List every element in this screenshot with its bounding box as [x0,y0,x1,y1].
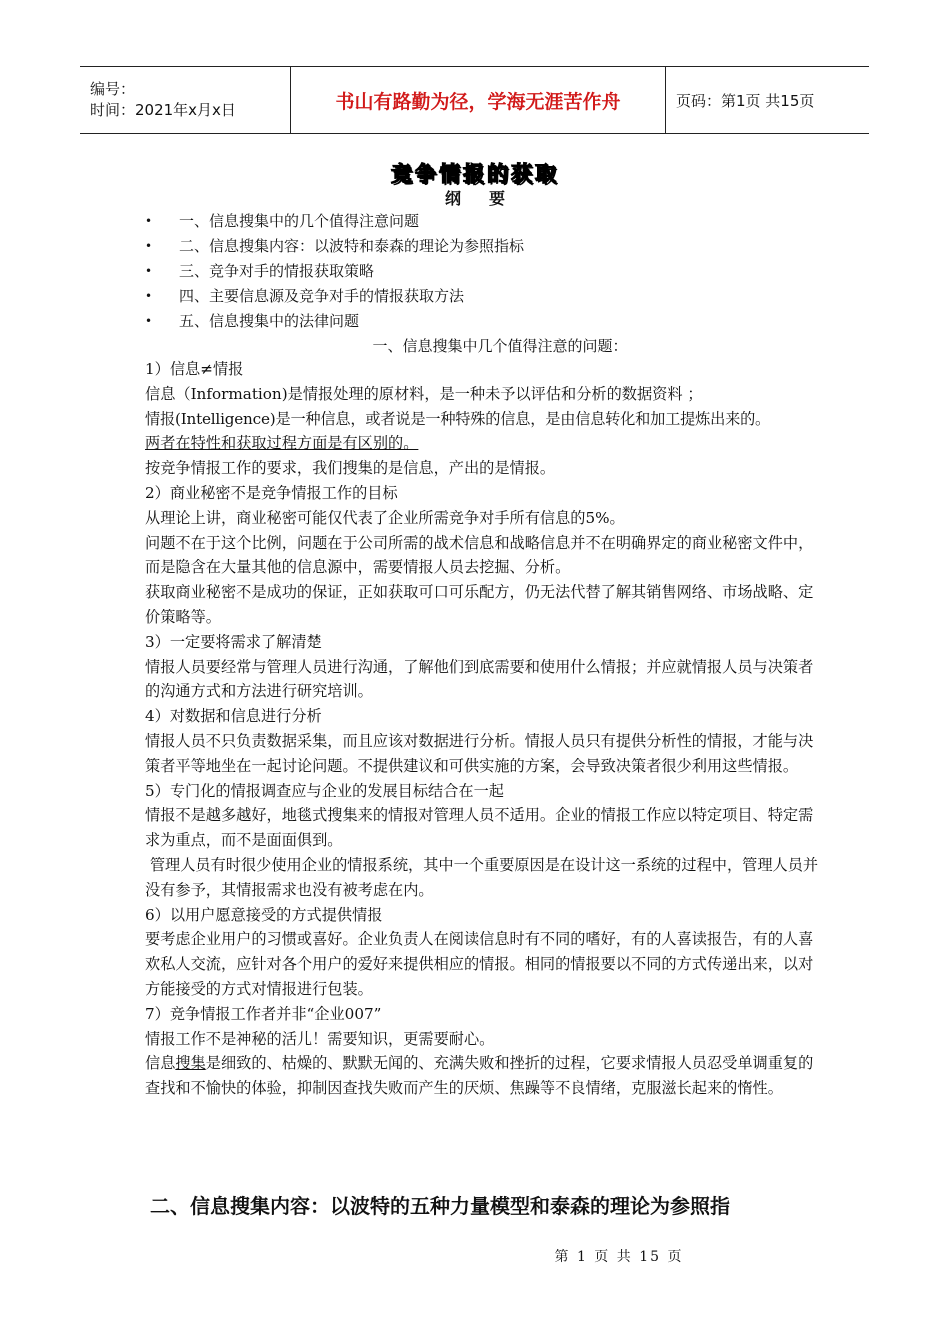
paragraph: 信息搜集是细致的、枯燥的、默默无闻的、充满失败和挫折的过程，它要求情报人员忍受单调重复的查找和不愉快的体验，抑制因查找失败而产生的厌烦、焦躁等不良情绪，克服滋长起来的惰性。 [145,1054,814,1098]
header-table [80,66,869,134]
page-footer: 第 1 页 共 15 页 [554,1249,684,1265]
paragraph: 情报工作不是神秘的活儿！需要知识，更需要耐心。 [145,1029,495,1048]
outline-title: 纲要 [444,189,533,208]
bullet-icon: • [145,289,153,303]
paragraph: 管理人员有时很少使用企业的情报系统，其中一个重要原因是在设计这一系统的过程中，管理人员并没有参予，其情报需求也没有被考虑在内。 [145,855,819,899]
paragraph: 信息（Information)是情报处理的原材料，是一种未予以评估和分析的数据资料 ； [145,384,703,403]
subheading: 3）一定要将需求了解清楚 [145,632,322,651]
paragraph: 获取商业秘密不是成功的保证，正如获取可口可乐配方，仍无法代替了解其销售网络、市场战略、定价策略等。 [145,583,814,626]
number-label: 编号： [90,80,136,98]
outline-item: • 五、信息搜集中的法律问题 [145,309,524,334]
subheading: 5）专门化的情报调查应与企业的发展目标结合在一起 [145,781,504,800]
outline-item: • 三、竞争对手的情报获取策略 [145,259,524,284]
bullet-icon: • [145,314,153,328]
subheading: 4）对数据和信息进行分析 [145,707,322,726]
bullet-icon: • [145,264,153,278]
paragraph: 情报人员不只负责数据采集，而且应该对数据进行分析。情报人员只有提供分析性的情报，才能与决策者平等地坐在一起讨论问题。不提供建议和可供实施的方案，会导致决策者很少利用这些情报。 [145,731,814,775]
outline-item: • 一、信息搜集中的几个值得注意问题 [145,209,524,234]
subheading: 2）商业秘密不是竞争情报工作的目标 [145,483,398,502]
paragraph: 要考虑企业用户的习惯或喜好。企业负责人在阅读信息时有不同的嗜好，有的人喜读报告，有的人喜欢私人交流，应针对各个用户的爱好来提供相应的情报。相同的情报要以不同的方式传递出来，以对方能接受的方式对情报进行包装。 [145,930,814,998]
bullet-icon: • [145,239,153,253]
outline-list [145,209,524,334]
time-label: 时间：2021年x月x日 [90,101,236,119]
bullet-icon: • [145,214,153,228]
motto: 书山有路勤为径，学海无涯苦作舟 [291,67,666,134]
paragraph: 从理论上讲，商业秘密可能仅代表了企业所需竞争对手所有信息的5%。 [145,508,625,527]
body-text [145,357,825,1101]
paragraph: 问题不在于这个比例，问题在于公司所需的战术信息和战略信息并不在明确界定的商业秘密文件中，而是隐含在大量其他的信息源中，需要情报人员去挖掘、分析。 [145,533,814,577]
subheading: 6）以用户愿意接受的方式提供情报 [145,905,383,924]
outline-item: • 二、信息搜集内容：以波特和泰森的理论为参照指标 [145,234,524,259]
underlined-paragraph: 两者在特性和获取过程方面是有区别的。 [145,434,419,453]
paragraph: 按竞争情报工作的要求，我们搜集的是信息，产出的是情报。 [145,459,556,478]
outline-item: • 四、主要信息源及竞争对手的情报获取方法 [145,284,524,309]
section1-title: 一、信息搜集中几个值得注意的问题： [372,337,628,355]
paragraph: 情报不是越多越好，地毯式搜集来的情报对管理人员不适用。企业的情报工作应以特定项目、特定需求为重点，而不是面面俱到。 [145,806,814,850]
paragraph: 情报人员要经常与管理人员进行沟通，了解他们到底需要和使用什么情报；并应就情报人员与决策者的沟通方式和方法进行研究培训。 [145,657,814,701]
subheading: 7）竞争情报工作者并非“企业007” [145,1004,382,1023]
document-title: 竞争情报的获取 [391,162,559,186]
subheading: 1）信息≠情报 [145,360,244,378]
header-meta [80,67,291,134]
section2-title: 二、信息搜集内容：以波特的五种力量模型和泰森的理论为参照指 [150,1194,730,1218]
paragraph: 情报(Intelligence)是一种信息，或者说是一种特殊的信息，是由信息转化和加工提炼出来的。 [145,409,771,428]
page-info: 页码：第1页 共15页 [666,67,870,134]
